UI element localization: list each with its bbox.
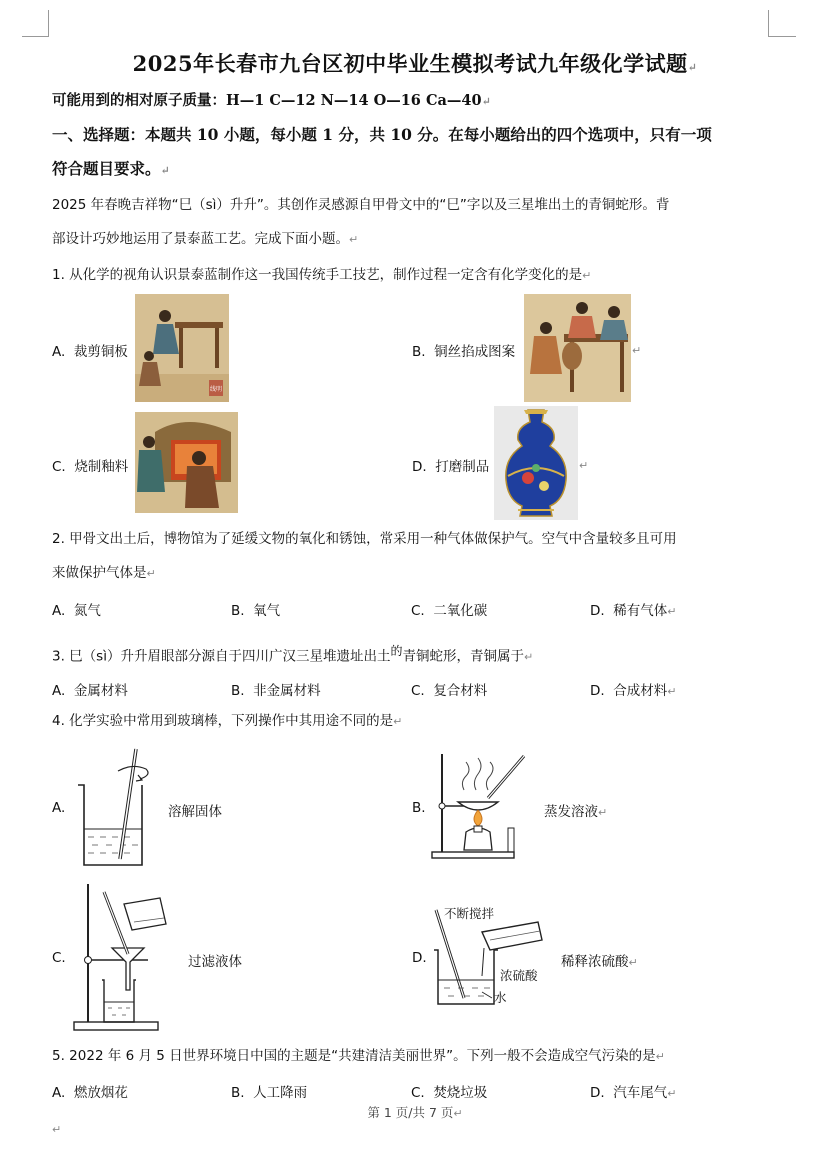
q1-painting-wire-pattern	[524, 294, 631, 402]
page-footer: 第 1 页/共 7 页↵	[367, 1105, 463, 1120]
q4-c-filtration-diagram	[68, 882, 172, 1034]
q5-option-a[interactable]: A. 燃放烟花	[52, 1085, 128, 1101]
question-3-stem: 3. 巳（sì）升升眉眼部分源自于四川广汉三星堆遗址出土$^的$青铜蛇形，青铜属于↵	[52, 644, 534, 665]
crop-mark-top-left-h	[22, 36, 49, 37]
question-2-stem-line1: 2. 甲骨文出土后，博物馆为了延缓文物的氧化和锈蚀，常采用一种气体做保护气。空气中含量较多且可用	[52, 531, 677, 547]
q5-option-d[interactable]: D. 汽车尾气↵	[590, 1085, 677, 1101]
crop-mark-top-right	[768, 10, 769, 36]
q2-option-b[interactable]: B. 氧气	[231, 603, 281, 619]
q3-option-c[interactable]: C. 复合材料	[411, 683, 488, 699]
question-1-stem: 1. 从化学的视角认识景泰蓝制作这一我国传统手工技艺，制作过程一定含有化学变化的是↵	[52, 267, 592, 283]
q1-cloisonne-vase-photo	[494, 406, 578, 520]
q4-option-c-letter[interactable]: C.	[52, 950, 66, 966]
d-label-water: 水	[494, 990, 507, 1005]
q4-option-d-text: 稀释浓硫酸↵	[561, 954, 638, 970]
crop-mark-top-left	[48, 10, 49, 36]
painting-seal-text: 线明	[209, 386, 223, 393]
intro-line2: 部设计巧妙地运用了景泰蓝工艺。完成下面小题。↵	[52, 231, 359, 247]
q1-painting-cutting-copper	[135, 294, 229, 402]
q2-option-c[interactable]: C. 二氧化碳	[411, 603, 488, 619]
q4-option-b-text: 蒸发溶液↵	[544, 804, 608, 820]
section-heading-line1: 一、选择题：本题共 10 小题，每小题 1 分，共 10 分。在每小题给出的四个选项中，只有一项	[52, 125, 712, 144]
q4-option-c-text: 过滤液体	[188, 954, 242, 970]
q3-option-b[interactable]: B. 非金属材料	[231, 683, 321, 699]
atomic-masses: 可能用到的相对原子质量：H—1 C—12 N—14 O—16 Ca—40↵	[52, 92, 491, 109]
question-5-stem: 5. 2022 年 6 月 5 日世界环境日中国的主题是“共建清洁美丽世界”。下列一般不会造成空气污染的是↵	[52, 1048, 665, 1064]
section-heading-line2: 符合题目要求。↵	[52, 159, 170, 178]
q4-a-dissolving-diagram	[72, 745, 162, 870]
q5-option-b[interactable]: B. 人工降雨	[231, 1085, 308, 1101]
q4-option-b-letter[interactable]: B.	[412, 800, 426, 816]
intro-line1: 2025 年春晚吉祥物“巳（sì）升升”。其创作灵感源自甲骨文中的“巳”字以及三星堆出土的青铜蛇形。背	[52, 197, 670, 213]
q4-option-a-letter[interactable]: A.	[52, 800, 66, 816]
q4-option-d-letter[interactable]: D.	[412, 950, 427, 966]
q4-option-a-text: 溶解固体	[168, 804, 222, 820]
question-4-stem: 4. 化学实验中常用到玻璃棒，下列操作中其用途不同的是↵	[52, 713, 403, 729]
page-title: 2025年长春市九台区初中毕业生模拟考试九年级化学试题↵	[132, 51, 698, 76]
q3-option-a[interactable]: A. 金属材料	[52, 683, 128, 699]
q3-option-d[interactable]: D. 合成材料↵	[590, 683, 677, 699]
q1-painting-firing-glaze	[135, 412, 238, 513]
d-label-stir: 不断搅拌	[444, 906, 495, 921]
crop-mark-top-right-h	[768, 36, 796, 37]
q2-option-d[interactable]: D. 稀有气体↵	[590, 603, 677, 619]
q1-option-b[interactable]: B. 铜丝掐成图案	[412, 344, 516, 360]
q1-option-a[interactable]: A. 裁剪铜板	[52, 344, 128, 360]
q2-option-a[interactable]: A. 氮气	[52, 603, 101, 619]
return-mark: ↵	[632, 344, 642, 357]
return-mark: ↵	[52, 1123, 62, 1136]
d-label-acid: 浓硫酸	[500, 968, 538, 983]
q4-d-dilution-diagram	[428, 900, 558, 1010]
q4-b-evaporation-diagram	[428, 752, 538, 864]
q1-option-d[interactable]: D. 打磨制品	[412, 459, 490, 475]
q5-option-c[interactable]: C. 焚烧垃圾	[411, 1085, 488, 1101]
return-mark: ↵	[579, 459, 589, 472]
q1-option-c[interactable]: C. 烧制釉料	[52, 459, 129, 475]
question-2-stem-line2: 来做保护气体是↵	[52, 565, 156, 581]
